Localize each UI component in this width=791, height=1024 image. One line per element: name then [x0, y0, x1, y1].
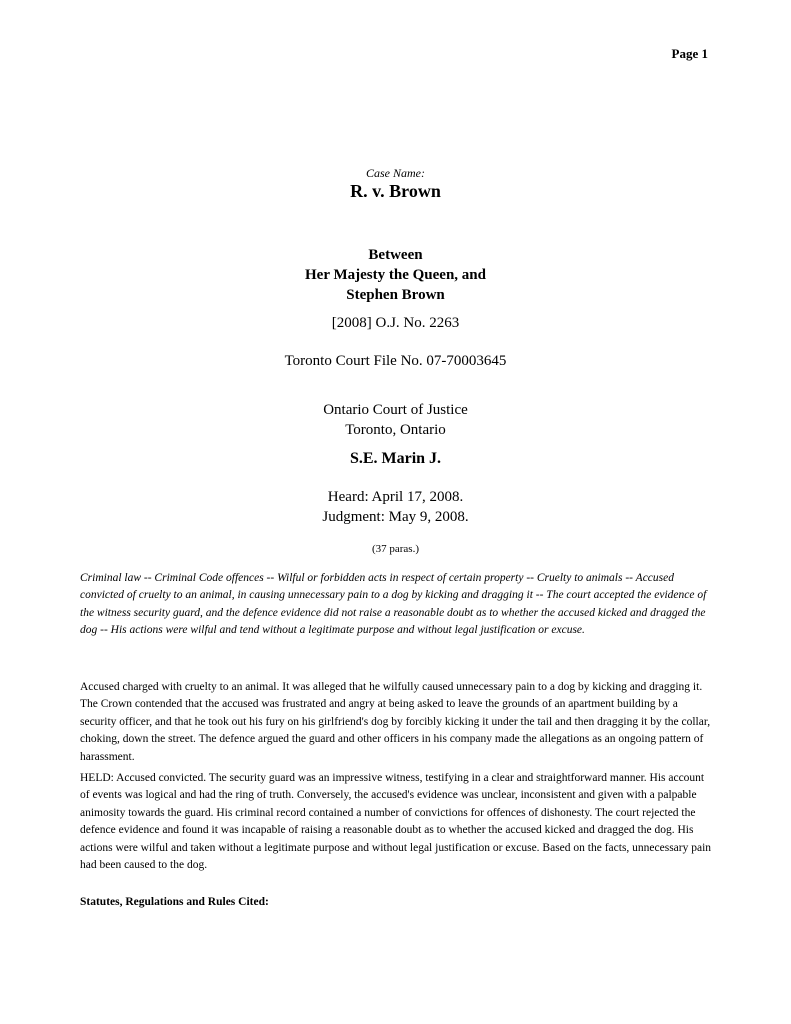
court-location: Toronto, Ontario	[345, 422, 446, 438]
court-block	[0, 400, 791, 440]
citation: [2008] O.J. No. 2263	[331, 315, 460, 331]
party-crown: Her Majesty the Queen, and	[305, 267, 486, 283]
statutes-heading: Statutes, Regulations and Rules Cited:	[80, 896, 269, 908]
party-accused: Stephen Brown	[346, 287, 445, 303]
case-summary: Criminal law -- Criminal Code offences -- Wilful or forbidden acts in respect of certain property -- Cruelty to animals -- Accused convicted of cruelty to an animal, in causing unnecessary pain to a dog by kicking and dragging it -- The court accepted the evidence of the witness security guard, and the defence evidence did not raise a reasonable doubt as to whether the accused kicked and dragged the dog -- His actions were wilful and tend without a legitimate purpose and without legal justification or excuse.	[80, 572, 707, 637]
body-paragraph-1: Accused charged with cruelty to an animal. It was alleged that he wilfully caused unnecessary pain to a dog by kicking and dragging it. The Crown contended that the accused was frustrated and angry at being asked to leave the grounds of an apartment building by a security officer, and that he took out his fury on his girlfriend's dog by forcibly kicking it under the tail and then dragging it by the collar, choking, down the street. The defence argued the guard and other officers in his company made the allegations as an ongoing pattern of harassment.	[80, 681, 711, 763]
court-file-number: Toronto Court File No. 07-70003645	[284, 353, 507, 369]
case-name: R. v. Brown	[350, 181, 441, 201]
between-label: Between	[368, 247, 423, 263]
parties-block	[0, 245, 791, 305]
dates-block	[0, 487, 791, 527]
judgment-date: Judgment: May 9, 2008.	[322, 509, 469, 525]
body-paragraph-2: HELD: Accused convicted. The security guard was an impressive witness, testifying in a clear and straightforward manner. His account of events was logical and had the ring of truth. Conversely, the accused's evidence was unclear, inconsistent and given with a palpable animosity towards the guard. His criminal record contained a number of convictions for offences of dishonesty. The court rejected the defence evidence and found it was incapable of raising a reasonable doubt as to whether the accused kicked and dragged the dog. His actions were wilful and taken without a legitimate purpose and without legal justification or excuse. Based on the facts, unnecessary pain had been caused to the dog.	[80, 772, 712, 872]
case-name-label: Case Name:	[366, 166, 425, 180]
paragraph-count: (37 paras.)	[371, 543, 420, 555]
heard-date: Heard: April 17, 2008.	[327, 489, 464, 505]
page-number: Page 1	[671, 46, 708, 61]
court-name: Ontario Court of Justice	[323, 402, 468, 418]
judge-name: S.E. Marin J.	[349, 450, 442, 467]
